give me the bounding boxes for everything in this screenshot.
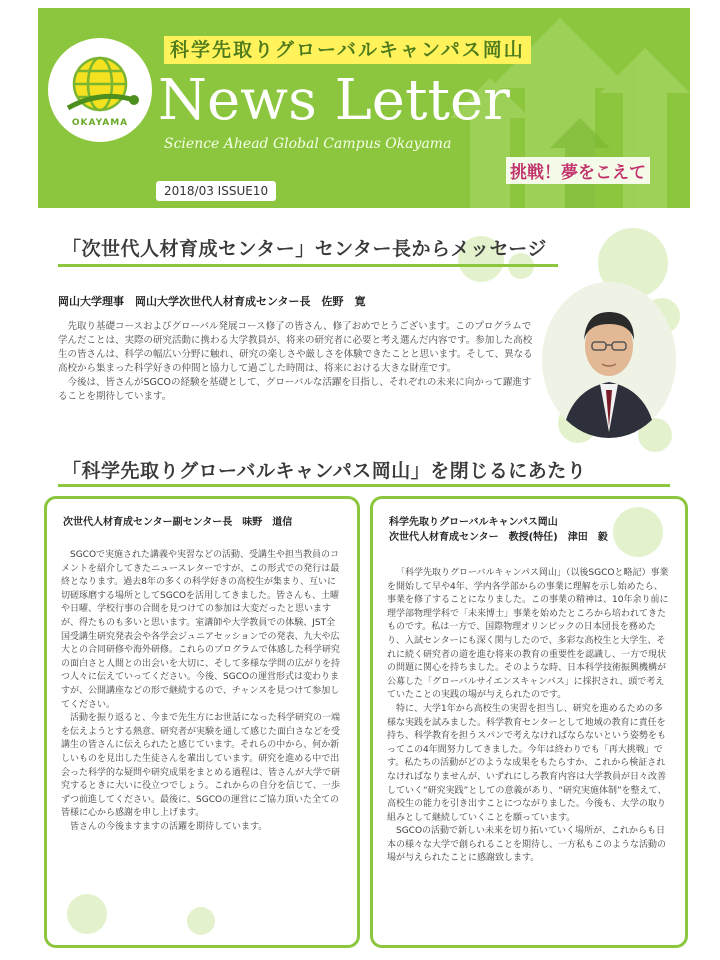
newsletter-page [38, 8, 690, 952]
bubble-decoration [67, 894, 107, 934]
section1-message [58, 320, 534, 404]
right-message-box [370, 496, 688, 948]
left-paragraph: SGCOで実施された講義や実習などの活動、受講生や担当教員のコメントを紹介してきたニュースレターですが、この形式での発行は最終となります。過去8年の多くの科学好きの高校生が集まり、互いに切磋琢磨する場所としてSGCOを活用してきました。皆さんも、土曜や日曜、学校行事の合間を見つけての参加は大変だったと思いますが、得たものも多いと思います。室講師や大学教員での体験、JST全国受講生研究発表会や各学会ジュニアセッションでの発表、九大や広大との合同研修や海外研修。これらのプログラムで体感した科学研究の面白さと人間との出会いを大切に、そして多様な学問の広がりを持つ人々に伝えていってください。今後、SGCOの運営形式は変わりますが、公開講座などの形で継続するので、チャンスを見つけて参加してください。 [61, 550, 341, 710]
left-paragraph: 皆さんの今後ますますの活躍を期待しています。 [70, 821, 268, 832]
section1-author: 岡山大学理事 岡山大学次世代人材育成センター長 佐野 寛 [58, 295, 366, 308]
right-message [387, 567, 671, 866]
right-paragraph: 特に、大学1年から高校生の実習を担当し、研究を進めるための多様な実践を試みました。科学教育センターとして地域の教育に責任を持ち、科学教育を担うスパンで考えなければならないという姿勢をもってこの4年間努力してきました。今年は終わりでも「再大挑戦」です。私たちの活動がどのような成果をもたらすか、これから検証されなければなりませんが、いずれにしろ教育内容は大学教員が日々改善していく“研究実践”としての意義があり、“研究実施体制”を整えて、高校生の能力を引き出すことにつながりました。今後も、大学の取り組みとして継続していくことを願っています。 [387, 703, 667, 823]
right-author [389, 515, 608, 545]
newsletter-subtitle: Science Ahead Global Campus Okayama [164, 136, 452, 152]
section1-paragraph: 今後は、皆さんがSGCOの経験を基礎として、グローバルな活躍を目指し、それぞれの未来に向かって躍進することを期待しています。 [58, 377, 532, 402]
right-author-affiliation: 科学先取りグローバルキャンパス岡山 [389, 517, 558, 528]
section2-underline [58, 484, 670, 487]
slogan: 挑戦！夢をこえて [506, 157, 650, 184]
section1-title: 「次世代人材育成センター」センター長からメッセージ [62, 238, 547, 260]
logo-text: OKAYAMA [71, 118, 129, 128]
director-portrait [542, 282, 676, 438]
program-name: 科学先取りグローバルキャンパス岡山 [164, 36, 531, 64]
left-author [63, 515, 292, 530]
right-author-role: 次世代人材育成センター 教授(特任) [389, 532, 558, 543]
issue-badge: 2018/03 ISSUE10 [156, 181, 276, 201]
bubble-decoration [613, 507, 663, 557]
newsletter-title: News Letter [158, 68, 510, 133]
left-message-box [44, 496, 360, 948]
right-author-name: 津田 毅 [567, 532, 608, 543]
bubble-decoration [187, 907, 215, 935]
newsletter-header [38, 8, 690, 208]
section1-paragraph: 先取り基礎コースおよびグローバル発展コース修了の皆さん、修了おめでとうございます。このプログラムで学んだことは、実際の研究活動に携わる大学教員が、将来の研究者に必要と考え選んだ内容です。参加した高校生の皆さんは、科学の幅広い分野に触れ、研究の楽しさや厳しさを体験できたことと思います。そして、異なる高校から集まった科学好きの仲間と協力して過ごした時間は、将来における大きな財産です。 [58, 321, 533, 374]
left-author-name: 味野 道信 [242, 517, 293, 528]
left-author-role: 次世代人材育成センター副センター長 [63, 517, 233, 528]
section2-title: 「科学先取りグローバルキャンパス岡山」を閉じるにあたり [62, 460, 587, 482]
okayama-logo [48, 38, 152, 142]
left-message [61, 549, 343, 834]
left-paragraph: 活動を振り返ると、今まで先生方にお世話になった科学研究の一端を伝えようとする熱意、研究者が実験を通して感じた面白さなどを受講生の皆さんに伝えられたと感じています。それらの中から、何か新しいものを見出した生徒さんを輩出しています。研究を進める中で出会った科学的な疑問や研究成果をまとめる過程は、皆さんが大学で研究するときに大いに役立つでしょう。これからの自分を信じて、一歩ずつ前進してください。最後に、SGCOの運営にご協力頂いた全ての皆様に心から感謝を申し上げます。 [61, 713, 341, 819]
section1-underline [58, 264, 558, 267]
person-photo-icon [542, 282, 676, 438]
right-paragraph: 「科学先取りグローバルキャンパス岡山」（以後SGCOと略記）事業を開始して早や4年、学内各学部からの事業に理解を示し始めたら、事業を修了することになりました。この事業の精神は、10年余り前に理学部物理学科で「未来博士」事業を始めたところから培われてきたものです。私は一方で、国際物理オリンピックの日本団長を務めたり、入試センターにも深く関与したので、多彩な高校生と大学生、それに続く研究者の道を進む将来の教育の重要性を認識し、一方で現状の問題に関心を持ちました。そのような時、日本科学技術振興機構が公募した「グローバルサイエンスキャンパス」に採択され、頭で考えていたことの実践の場が与えられたのです。 [387, 568, 669, 701]
right-paragraph: SGCOの活動で新しい未来を切り拓いていく場所が、これからも日本の様々な大学で創られることを期待し、一方私もこのような活動の場が与えられたことに感謝致します。 [387, 826, 667, 864]
